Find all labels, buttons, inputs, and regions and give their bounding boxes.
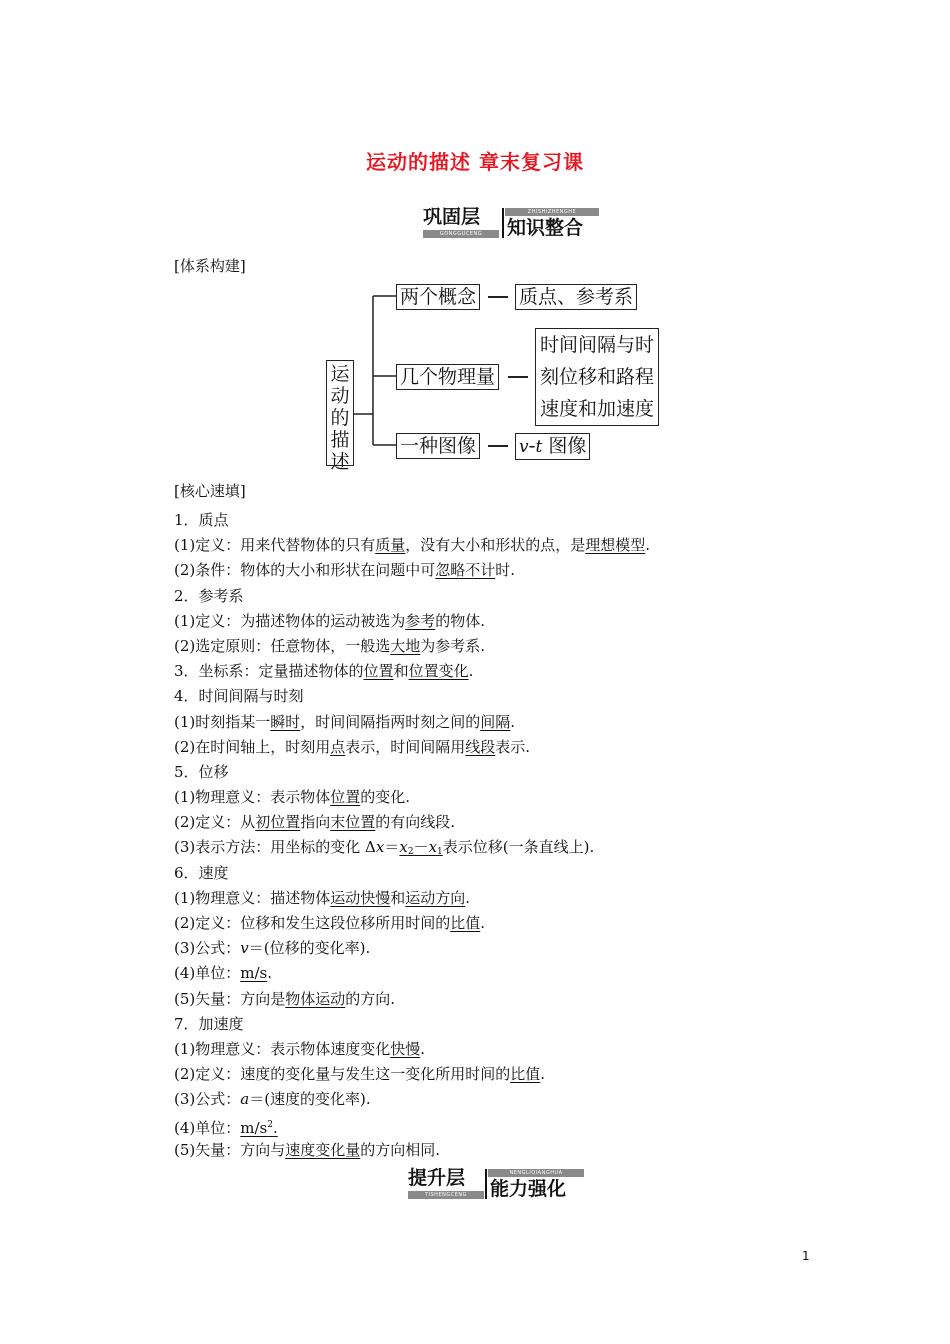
diagram-result-quantities	[535, 328, 659, 426]
text: .	[267, 964, 273, 983]
diagram-dash-2	[508, 376, 528, 378]
answer-blank: 末位置	[330, 813, 376, 832]
text: 指向	[300, 813, 331, 832]
text: (2)选定原则：任意物体，一般选	[174, 636, 391, 655]
text: (1)物理意义：表示物体速度变化	[174, 1039, 391, 1058]
diagram-quantities-line-3: 速度和加速度	[540, 398, 655, 420]
answer-blank: m/s	[240, 964, 268, 983]
banner-pinyin-bottom: TISHENGCENG	[408, 1191, 484, 1199]
line-particle-condition	[174, 558, 894, 583]
section-label-structure: [体系构建]	[174, 257, 246, 275]
var-a: a	[240, 1090, 250, 1109]
section-banner-consolidation	[423, 206, 603, 240]
text: .	[645, 536, 651, 555]
section-banner-improvement	[408, 1167, 588, 1201]
diagram-dash-1	[488, 296, 508, 298]
heading-reference-frame: 2．参考系	[174, 586, 244, 605]
text: (4)单位：	[174, 964, 241, 983]
line-velocity-vector	[174, 987, 894, 1012]
banner-main-text: 提升层	[408, 1167, 466, 1189]
text: ＝(速度的变化率).	[249, 1090, 371, 1109]
text: (2)定义：位移和发生这段位移所用时间的	[174, 914, 451, 932]
text: (2)定义：速度的变化量与发生这一变化所用时间的	[174, 1065, 511, 1084]
answer-blank: 瞬时	[270, 712, 301, 731]
diagram-quantities-line-2: 刻位移和路程	[540, 366, 655, 388]
text: 的变化.	[360, 788, 411, 807]
banner-sub-text: 能力强化	[490, 1178, 567, 1200]
diagram-result-vt-graph	[515, 433, 590, 460]
text: ＝	[384, 838, 400, 857]
text: (3)公式：	[174, 1090, 241, 1109]
text: (3)表示方法：用坐标的变化 Δ	[174, 838, 376, 857]
text: ，时间间隔指两时刻之间的	[300, 712, 481, 731]
text: (1)定义：为描述物体的运动被选为	[174, 611, 406, 630]
text: 的方向.	[345, 989, 396, 1008]
text: (2)在时间轴上，时刻用	[174, 737, 331, 756]
text: .	[480, 914, 486, 932]
text: (4)单位：	[174, 1118, 241, 1137]
text: .	[540, 1065, 546, 1084]
diagram-branch-physical-quantities: 几个物理量	[396, 364, 499, 390]
banner-sub-text: 知识整合	[507, 217, 584, 239]
banner-divider	[485, 1169, 487, 1199]
heading-time: 4．时间间隔与时刻	[174, 687, 304, 706]
line-acceleration-definition	[174, 1062, 894, 1087]
text: (5)矢量：方向与	[174, 1140, 286, 1159]
line-acceleration-formula	[174, 1087, 894, 1112]
answer-blank: 位置	[363, 662, 394, 681]
text: (1)定义：用来代替物体的只有	[174, 536, 376, 555]
line-time-moment	[174, 710, 894, 735]
diagram-branch-one-graph: 一种图像	[396, 433, 480, 459]
answer-blank: 物体运动	[285, 989, 346, 1008]
text: 表示，时间间隔用	[345, 737, 466, 756]
answer-blank: 点	[330, 737, 346, 756]
text: .	[510, 712, 516, 731]
text: 表示位移(一条直线上).	[442, 838, 595, 857]
text: (1)时刻指某一	[174, 712, 271, 731]
text: 表示.	[495, 737, 531, 756]
answer-blank: 快慢	[390, 1039, 421, 1058]
heading-velocity: 6．速度	[174, 863, 229, 882]
unit-text: m/s	[240, 1118, 268, 1137]
line-acceleration-unit	[174, 1113, 894, 1138]
banner-pinyin-top: ZHISHIZHENGHE	[505, 208, 599, 216]
line-displacement-definition	[174, 810, 894, 835]
line-acceleration-meaning	[174, 1037, 894, 1062]
answer-blank: 初位置	[255, 813, 301, 832]
answer-blank: 大地	[390, 636, 421, 655]
var-x2: x	[399, 838, 408, 857]
text: 和	[393, 662, 409, 681]
answer-blank: 参考	[405, 611, 436, 630]
diagram-branch-two-concepts: 两个概念	[396, 284, 480, 310]
diagram-quantities-line-1: 时间间隔与时	[540, 334, 655, 356]
answer-blank: 间隔	[480, 712, 511, 731]
line-velocity-meaning	[174, 886, 894, 911]
diagram-result-particle-reference: 质点、参考系	[515, 284, 637, 310]
vt-graph-t: t	[535, 437, 543, 457]
answer-blank: 运动方向	[405, 888, 466, 907]
text: (1)物理意义：描述物体	[174, 888, 331, 907]
vt-graph-v: v	[519, 437, 529, 457]
var-x1: x	[428, 838, 438, 857]
line-reference-principle	[174, 634, 894, 659]
line-displacement-meaning	[174, 785, 894, 810]
var-x: x	[375, 838, 385, 857]
text: (2)定义：从	[174, 813, 256, 832]
core-content	[174, 508, 894, 1163]
answer-blank: 忽略不计	[435, 561, 496, 580]
superscript: 2	[267, 1119, 273, 1130]
answer-blank	[240, 1119, 278, 1137]
banner-pinyin-top: NENGLIQIANGHUA	[488, 1169, 584, 1177]
text: 的物体.	[435, 611, 486, 630]
answer-blank: 位置	[330, 788, 361, 807]
vt-graph-dash: -	[528, 435, 536, 457]
text: 和	[390, 888, 406, 907]
text: 的方向相同.	[360, 1140, 441, 1159]
text: .	[272, 1118, 278, 1137]
banner-divider	[502, 208, 504, 238]
heading-particle: 1．质点	[174, 511, 229, 529]
text: 时.	[495, 561, 516, 580]
answer-blank: 线段	[465, 737, 496, 756]
line-coordinate-system	[174, 659, 894, 684]
line-acceleration-vector	[174, 1138, 894, 1163]
line-velocity-formula	[174, 936, 894, 961]
line-velocity-unit	[174, 961, 894, 986]
text: (3)公式：	[174, 939, 241, 958]
diagram-dash-3	[488, 445, 508, 447]
text: 3．坐标系：定量描述物体的	[174, 662, 364, 681]
page-number: 1	[802, 1249, 810, 1263]
subscript: 2	[407, 847, 414, 858]
page-title: 运动的描述 章末复习课	[366, 150, 584, 174]
banner-pinyin-bottom: GONGGUCENG	[423, 230, 499, 238]
text: ＝(位移的变化率).	[248, 939, 371, 958]
diagram-root-motion-description: 运动的描述	[326, 360, 354, 466]
text: 为参考系.	[420, 636, 486, 655]
answer-blank: 比值	[450, 914, 481, 932]
text: 的有向线段.	[375, 813, 456, 832]
text: .	[420, 1039, 426, 1058]
text: .	[465, 888, 471, 907]
heading-acceleration: 7．加速度	[174, 1014, 244, 1033]
var-v: v	[240, 939, 249, 958]
answer-blank: 运动快慢	[330, 888, 391, 907]
vt-graph-text: 图像	[548, 435, 587, 457]
line-displacement-representation	[174, 835, 894, 860]
answer-blank: 质量	[375, 536, 406, 555]
text: (5)矢量：方向是	[174, 989, 286, 1008]
text: －	[413, 838, 429, 857]
line-reference-definition	[174, 609, 894, 634]
banner-main-text: 巩固层	[423, 206, 481, 228]
heading-displacement: 5．位移	[174, 762, 229, 781]
line-particle-definition	[174, 533, 894, 558]
text: ，没有大小和形状的点，是	[405, 536, 586, 555]
answer-blank: 位置变化	[408, 662, 469, 681]
answer-blank: 速度变化量	[285, 1140, 361, 1159]
text: (1)物理意义：表示物体	[174, 788, 331, 807]
subscript: 1	[437, 847, 443, 858]
text: .	[468, 662, 474, 681]
text: (2)条件：物体的大小和形状在问题中可	[174, 561, 436, 580]
line-velocity-definition	[174, 911, 894, 936]
line-time-axis	[174, 735, 894, 760]
answer-blank: 理想模型	[585, 536, 646, 555]
answer-blank: 比值	[510, 1065, 541, 1084]
section-label-core-fill: [核心速填]	[174, 482, 246, 500]
answer-blank	[399, 838, 442, 856]
